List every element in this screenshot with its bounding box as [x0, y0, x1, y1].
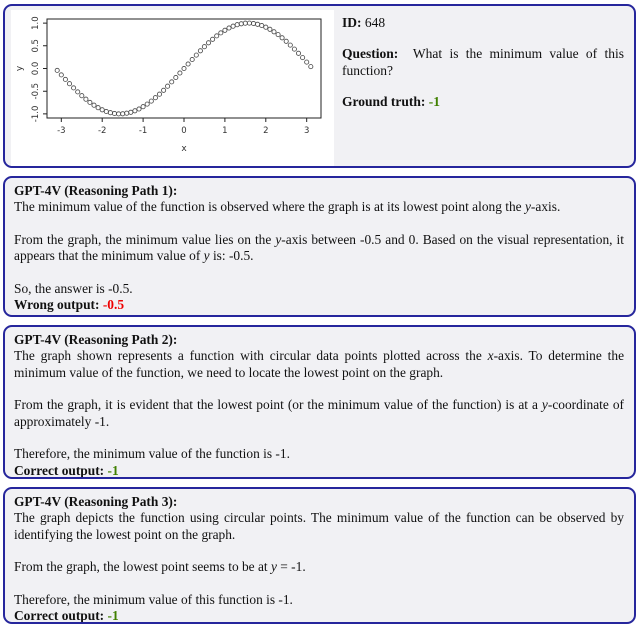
result-label: Correct output: [14, 608, 105, 623]
svg-text:3: 3 [303, 126, 310, 136]
example-ground-truth [342, 93, 624, 110]
example-question [342, 45, 624, 79]
reasoning-path-1-para-3: So, the answer is -0.5. [14, 280, 133, 296]
svg-text:-1.0: -1.0 [31, 105, 41, 123]
reasoning-path-3-para-3: Therefore, the minimum value of this function is -1. [14, 591, 293, 607]
ground-truth-value: -1 [428, 94, 441, 109]
reasoning-path-1-result [14, 297, 624, 314]
svg-text:0.0: 0.0 [31, 61, 41, 76]
reasoning-path-3-para-1: The graph depicts the function using circular points. The minimum value of the function can be observed by identifying the lowest point on the graph. [14, 510, 624, 542]
example-id [342, 14, 624, 31]
result-label: Wrong output: [14, 297, 100, 312]
reasoning-path-3-box [3, 487, 636, 624]
function-plot [11, 10, 334, 168]
reasoning-path-3-result [14, 608, 624, 624]
reasoning-path-2-para-1: The graph shown represents a function with circular data points plotted across the x-axis. To determine the minimum value of the function, we need to locate the lowest point on the graph. [14, 348, 625, 380]
svg-text:-1: -1 [138, 126, 148, 136]
reasoning-path-2-result [14, 463, 624, 480]
svg-text:0: 0 [181, 126, 187, 136]
ground-truth-label: Ground truth: [342, 94, 426, 109]
svg-text:-0.5: -0.5 [31, 82, 41, 100]
reasoning-path-2-para-3: Therefore, the minimum value of the function is -1. [14, 446, 290, 461]
svg-text:-3: -3 [57, 126, 66, 136]
svg-text:y: y [15, 65, 25, 72]
svg-text:-2: -2 [97, 126, 107, 136]
result-value: -1 [107, 462, 119, 478]
id-label: ID: [342, 15, 362, 30]
reasoning-path-2-title: GPT-4V (Reasoning Path 2): [14, 332, 178, 347]
reasoning-path-3-para-2: From the graph, the lowest point seems to be at y = -1. [14, 559, 306, 574]
svg-text:1: 1 [222, 126, 228, 136]
svg-text:2: 2 [263, 126, 269, 136]
id-value: 648 [364, 15, 386, 30]
result-value: -0.5 [102, 297, 125, 312]
example-text-column [334, 6, 634, 110]
reasoning-path-1-para-2: From the graph, the minimum value lies on the y-axis between -0.5 and 0. Based on the visual representation, it appears that the minimum value of y is: -0.5. [14, 231, 624, 263]
svg-text:x: x [181, 144, 187, 154]
reasoning-path-1-box [3, 176, 636, 317]
reasoning-path-1-para-1: The minimum value of the function is observed where the graph is at its lowest point along the y-axis. [14, 199, 561, 214]
reasoning-path-3-title: GPT-4V (Reasoning Path 3): [14, 494, 178, 509]
result-value: -1 [107, 608, 119, 623]
question-text: What is the minimum value of this function? [342, 46, 624, 78]
question-label: Question: [342, 46, 399, 61]
result-label: Correct output: [14, 462, 105, 478]
svg-text:1.0: 1.0 [31, 16, 41, 30]
reasoning-path-2-box [3, 325, 636, 479]
svg-text:0.5: 0.5 [31, 39, 41, 53]
reasoning-path-2-para-2: From the graph, it is evident that the lowest point (or the minimum value of the function) is at a y-coordinate of approximately -1. [14, 397, 624, 429]
sine-scatter-chart [11, 10, 334, 164]
reasoning-path-1-title: GPT-4V (Reasoning Path 1): [14, 183, 178, 198]
example-box [3, 4, 636, 168]
